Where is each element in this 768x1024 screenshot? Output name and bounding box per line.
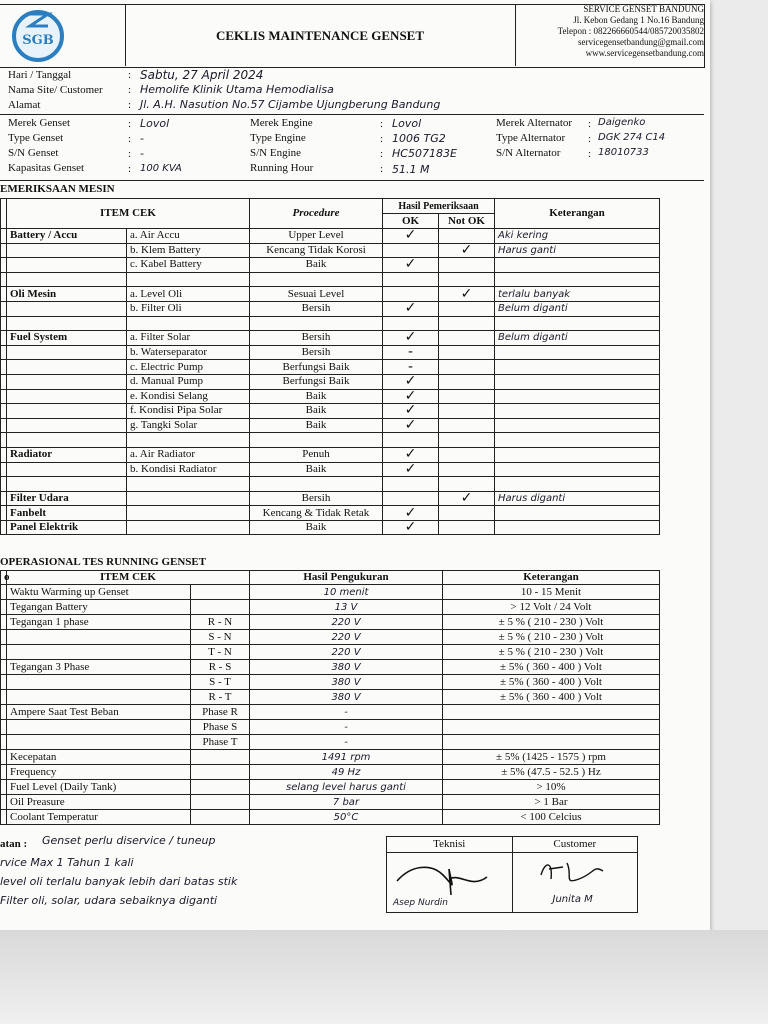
company-name: SERVICE GENSET BANDUNG [583, 4, 704, 14]
row-hasil: 50°C [250, 810, 443, 825]
row-ok [383, 287, 439, 302]
label-type-alt: Type Alternator [496, 132, 566, 144]
row-not-ok [439, 506, 495, 521]
row-keterangan: Harus diganti [495, 491, 660, 506]
row-ok: ✓ [383, 462, 439, 477]
row-item: c. Kabel Battery [127, 258, 250, 273]
table-row [1, 287, 660, 302]
note-line: Genset perlu diservice / tuneup [42, 834, 216, 847]
table-row [1, 585, 660, 600]
row-keterangan: ± 5 % ( 210 - 230 ) Volt [443, 615, 660, 630]
row-not-ok [439, 331, 495, 346]
col-hasil: Hasil Pemeriksaan [383, 199, 495, 214]
row-keterangan [495, 447, 660, 462]
row-not-ok [439, 462, 495, 477]
row-group: Panel Elektrik [7, 520, 127, 535]
table-row [1, 301, 660, 316]
table-row [1, 520, 660, 535]
col-item-cek: ITEM CEK [7, 199, 250, 229]
row-procedure: Baik [250, 258, 383, 273]
row-ok: ✓ [383, 506, 439, 521]
company-info [518, 4, 704, 59]
row-keterangan [495, 520, 660, 535]
row-keterangan: Harus ganti [495, 243, 660, 258]
row-hasil: 380 V [250, 690, 443, 705]
value-sn-alt: 18010733 [598, 147, 649, 158]
row-procedure: Kencang Tidak Korosi [250, 243, 383, 258]
row-keterangan: ± 5% ( 360 - 400 ) Volt [443, 660, 660, 675]
table-row [1, 477, 660, 492]
row-group [7, 243, 127, 258]
row-procedure: Upper Level [250, 229, 383, 244]
table-row [1, 491, 660, 506]
row-ok: ✓ [383, 301, 439, 316]
row-group [7, 433, 127, 448]
row-item: Frequency [7, 765, 191, 780]
label-type-engine: Type Engine [250, 132, 306, 144]
table-row [1, 433, 660, 448]
row-keterangan [495, 477, 660, 492]
table-row [1, 316, 660, 331]
row-keterangan: ± 5 % ( 210 - 230 ) Volt [443, 630, 660, 645]
row-item: c. Electric Pump [127, 360, 250, 375]
row-item: f. Kondisi Pipa Solar [127, 404, 250, 419]
company-address: Jl. Kebon Gedang 1 No.16 Bandung [573, 15, 704, 25]
row-item: Tegangan 1 phase [7, 615, 191, 630]
row-keterangan: Belum diganti [495, 331, 660, 346]
row-keterangan [443, 705, 660, 720]
teknisi-signature-cell [387, 853, 513, 913]
row-not-ok [439, 418, 495, 433]
row-group: Battery / Accu [7, 229, 127, 244]
label-kapasitas: Kapasitas Genset [8, 162, 85, 174]
table-row [1, 404, 660, 419]
row-not-ok [439, 316, 495, 331]
row-sub: R - S [191, 660, 250, 675]
teknisi-signature-icon [391, 855, 501, 897]
table-row [1, 374, 660, 389]
value-merek-genset: Lovol [140, 117, 170, 130]
row-procedure [250, 477, 383, 492]
value-type-engine: 1006 TG2 [392, 132, 446, 145]
row-sub [191, 765, 250, 780]
row-item [127, 520, 250, 535]
row-keterangan [443, 735, 660, 750]
pemeriksaan-table [0, 198, 660, 535]
value-type-alt: DGK 274 C14 [598, 132, 666, 143]
row-hasil: 7 bar [250, 795, 443, 810]
row-sub: Phase R [191, 705, 250, 720]
row-not-ok [439, 433, 495, 448]
row-group [7, 360, 127, 375]
row-not-ok [439, 520, 495, 535]
row-group [7, 462, 127, 477]
row-item: b. Kondisi Radiator [127, 462, 250, 477]
row-group [7, 389, 127, 404]
table-row [1, 229, 660, 244]
row-not-ok [439, 272, 495, 287]
row-sub: Phase S [191, 720, 250, 735]
row-ok: ✓ [383, 331, 439, 346]
row-procedure: Sesuai Level [250, 287, 383, 302]
row-hasil: 380 V [250, 675, 443, 690]
notes-label: atan : [0, 838, 28, 850]
row-ok [383, 272, 439, 287]
table-row [1, 780, 660, 795]
note-line: rvice Max 1 Tahun 1 kali [0, 856, 134, 869]
row-procedure [250, 433, 383, 448]
row-item: Kecepatan [7, 750, 191, 765]
table-row [1, 675, 660, 690]
value-running-hour: 51.1 M [392, 163, 430, 176]
col-keterangan: Keterangan [495, 199, 660, 229]
checklist-sheet: SGB CEKLIS MAINTENANCE GENSET SERVICE GENSET BANDUNG Jl. Kebon Gedang 1 No.16 Bandung Telepon : 082266660544/085720035802 servicegensetbandung@gmail.com www.servicegensetbandung.com Hari / Tanggal : Sabtu, 27 April 2024 Nama Site/ Customer : Hemolife Klinik Utama Hemodialisa Alamat : Jl. A.H. Nasution No.57 Cijambe Ujungberung Bandung Merek Genset Type Genset S/N Genset Kapasitas Genset : : : : Lovol - - 100 KVA Merek Engine Type Engine S/N Engine Running Hour : : : : Lovol 1006 TG2 HC507183E 51.1 M Merek Alternator Type Alternator S/N Alternator : : : Daigenko DGK 274 C14 18010733 EMERIKSAAN MESIN ITEM CEK Procedure Hasil Pemeriksaan Keterangan OK Not OK Battery / Accu a. Air Accu Upper Level ✓ Aki kering b. Klem Battery Kencang Tidak Korosi ✓ Harus ganti c. Kabel Battery Baik ✓ Oli Mesin a. Level Oli Sesuai Level ✓ terlalu banyak b. Filter Oli Bersih ✓ Belum diganti Fuel System a. Filter Solar Bersih ✓ Belum diganti b. Waterseparator Bersih - c. Electric Pump Berfungsi Baik - d. Manual Pump Berfungsi Baik ✓ e. Kondisi Selang Baik ✓ f. Kondisi Pipa Solar Baik ✓ g. Tangki Solar Baik ✓ Radiator a. Air Radiator Penuh ✓ b. Kondisi Radiator Baik ✓ Filter Udara Bersih ✓ Harus diganti Fanbelt Kencang & Tidak Retak ✓ Panel Elektrik Baik ✓ OPERASIONAL TES RUNNING GENSET o ITEM CEK Hasil Pengukuran Keterangan Waktu Warming up Genset 10 menit 10 - 15 Menit Tegangan Battery 13 V > 12 Volt / 24 Volt Tegangan 1 phase R - N 220 V ± 5 % ( 210 - 230 ) Volt S - N 220 V ± 5 % ( 210 - 230 ) Volt T - N 220 V ± 5 % ( 210 - 230 ) Volt Tegangan 3 Phase R - S 380 V ± 5% ( 360 - 400 ) Volt S - T 380 V ± 5% ( 360 - 400 ) Volt R - T 380 V ± 5% ( 360 - 400 ) Volt Ampere Saat Test Beban Phase R - Phase S - Phase T - Kecepatan 1491 rpm ± 5% (1425 - 1575 ) rpm Frequency 49 Hz ± 5% (47.5 - 52.5 ) Hz Fuel Level (Daily Tank) selang level harus ganti > 10% Oil Preasure 7 bar > 1 Bar Coolant Temperatur 50°C < 100 Celcius atan : Genset perlu diservice / tuneup rvice Max 1 Tahun 1 kali level oli terlalu banyak lebih dari batas stik Filter oli, solar, udara sebaiknya diganti Teknisi Customer Asep Nurdin Junita M [0, 0, 710, 930]
table-row [1, 765, 660, 780]
company-email: servicegensetbandung@gmail.com [578, 37, 704, 47]
row-keterangan [495, 462, 660, 477]
row-sub: T - N [191, 645, 250, 660]
row-sub: S - T [191, 675, 250, 690]
row-keterangan [495, 418, 660, 433]
row-item: a. Air Accu [127, 229, 250, 244]
row-not-ok: ✓ [439, 491, 495, 506]
operasional-table [0, 570, 660, 825]
row-keterangan: > 10% [443, 780, 660, 795]
row-item: a. Level Oli [127, 287, 250, 302]
divider [0, 114, 704, 115]
row-procedure [250, 272, 383, 287]
customer-label: Customer [512, 837, 638, 853]
row-procedure: Bersih [250, 491, 383, 506]
signature-table [386, 836, 638, 913]
row-hasil: 13 V [250, 600, 443, 615]
row-sub: R - T [191, 690, 250, 705]
row-group: Filter Udara [7, 491, 127, 506]
row-not-ok [439, 258, 495, 273]
row-procedure: Baik [250, 462, 383, 477]
row-keterangan [495, 404, 660, 419]
row-ok: ✓ [383, 229, 439, 244]
customer-name: Junita M [552, 894, 593, 905]
scan-background [0, 930, 768, 1024]
row-group [7, 374, 127, 389]
value-tanggal: Sabtu, 27 April 2024 [140, 68, 264, 82]
row-sub [191, 780, 250, 795]
table-row [1, 690, 660, 705]
row-not-ok [439, 345, 495, 360]
row-procedure: Berfungsi Baik [250, 360, 383, 375]
row-group: Fuel System [7, 331, 127, 346]
row-not-ok [439, 477, 495, 492]
row-group: Radiator [7, 447, 127, 462]
row-ok: ✓ [383, 389, 439, 404]
row-item [7, 720, 191, 735]
row-ok: - [383, 360, 439, 375]
value-site: Hemolife Klinik Utama Hemodialisa [140, 83, 334, 96]
row-item [7, 735, 191, 750]
teknisi-label: Teknisi [387, 837, 513, 853]
label-site: Nama Site/ Customer [8, 84, 103, 96]
row-hasil: 1491 rpm [250, 750, 443, 765]
row-keterangan: ± 5% ( 360 - 400 ) Volt [443, 690, 660, 705]
table-row [1, 258, 660, 273]
row-sub [191, 600, 250, 615]
teknisi-name: Asep Nurdin [393, 898, 449, 908]
row-keterangan [495, 345, 660, 360]
row-hasil: - [250, 720, 443, 735]
row-hasil: - [250, 735, 443, 750]
row-item: a. Filter Solar [127, 331, 250, 346]
row-procedure: Bersih [250, 345, 383, 360]
row-sub [191, 795, 250, 810]
row-hasil: 49 Hz [250, 765, 443, 780]
table-row [1, 360, 660, 375]
row-item [7, 645, 191, 660]
row-ok [383, 243, 439, 258]
table-row [1, 389, 660, 404]
row-ok [383, 316, 439, 331]
table-row [1, 660, 660, 675]
table-row [1, 630, 660, 645]
row-item [127, 506, 250, 521]
row-item: Oil Preasure [7, 795, 191, 810]
logo-text: SGB [22, 33, 54, 48]
label-merek-engine: Merek Engine [250, 117, 313, 129]
row-sub: Phase T [191, 735, 250, 750]
row-item: e. Kondisi Selang [127, 389, 250, 404]
row-sub [191, 585, 250, 600]
row-ok [383, 477, 439, 492]
row-not-ok [439, 447, 495, 462]
row-group [7, 418, 127, 433]
col-no: o [1, 571, 7, 585]
table-row [1, 750, 660, 765]
row-item: Fuel Level (Daily Tank) [7, 780, 191, 795]
row-group [7, 316, 127, 331]
company-website: www.servicegensetbandung.com [585, 48, 704, 58]
row-procedure: Penuh [250, 447, 383, 462]
row-item: Ampere Saat Test Beban [7, 705, 191, 720]
row-keterangan [443, 720, 660, 735]
row-keterangan: > 12 Volt / 24 Volt [443, 600, 660, 615]
row-hasil: 380 V [250, 660, 443, 675]
row-item: Coolant Temperatur [7, 810, 191, 825]
row-item [127, 491, 250, 506]
row-sub [191, 750, 250, 765]
row-ok: ✓ [383, 374, 439, 389]
row-keterangan: ± 5% (47.5 - 52.5 ) Hz [443, 765, 660, 780]
label-tanggal: Hari / Tanggal [8, 69, 72, 81]
row-item: Tegangan Battery [7, 600, 191, 615]
value-merek-engine: Lovol [392, 117, 422, 130]
section-title-operasional: OPERASIONAL TES RUNNING GENSET [0, 556, 207, 568]
row-keterangan: Belum diganti [495, 301, 660, 316]
row-item: b. Filter Oli [127, 301, 250, 316]
value-type-genset: - [140, 132, 144, 145]
row-keterangan: 10 - 15 Menit [443, 585, 660, 600]
table-row [1, 462, 660, 477]
row-procedure: Baik [250, 389, 383, 404]
label-merek-genset: Merek Genset [8, 117, 71, 129]
row-keterangan: > 1 Bar [443, 795, 660, 810]
row-procedure [250, 316, 383, 331]
row-procedure: Baik [250, 404, 383, 419]
row-keterangan: ± 5 % ( 210 - 230 ) Volt [443, 645, 660, 660]
row-ok: ✓ [383, 520, 439, 535]
row-item: b. Klem Battery [127, 243, 250, 258]
row-not-ok [439, 404, 495, 419]
row-procedure: Baik [250, 418, 383, 433]
row-group [7, 477, 127, 492]
row-ok [383, 433, 439, 448]
label-alamat: Alamat [8, 99, 41, 111]
row-ok: ✓ [383, 404, 439, 419]
row-group: Fanbelt [7, 506, 127, 521]
row-item [7, 675, 191, 690]
note-line: Filter oli, solar, udara sebaiknya diganti [0, 894, 218, 907]
value-merek-alt: Daigenko [598, 117, 646, 128]
table-row [1, 272, 660, 287]
label-running-hour: Running Hour [250, 162, 314, 174]
row-item [127, 272, 250, 287]
row-ok: ✓ [383, 258, 439, 273]
row-hasil: 220 V [250, 645, 443, 660]
row-sub [191, 810, 250, 825]
col-ok: OK [383, 214, 439, 229]
row-sub: R - N [191, 615, 250, 630]
customer-signature-cell [512, 853, 638, 913]
row-item: b. Waterseparator [127, 345, 250, 360]
row-item [127, 433, 250, 448]
row-hasil: 10 menit [250, 585, 443, 600]
title-box [125, 4, 516, 66]
row-not-ok [439, 360, 495, 375]
value-sn-genset: - [140, 147, 144, 160]
row-item: a. Air Radiator [127, 447, 250, 462]
row-keterangan [495, 360, 660, 375]
col-procedure: Procedure [250, 199, 383, 229]
table-row [1, 600, 660, 615]
row-procedure: Baik [250, 520, 383, 535]
row-sub: S - N [191, 630, 250, 645]
logo-box [0, 4, 126, 66]
col-hasil-pengukuran: Hasil Pengukuran [250, 571, 443, 585]
label-sn-alt: S/N Alternator [496, 147, 561, 159]
row-group [7, 258, 127, 273]
row-ok: ✓ [383, 418, 439, 433]
row-group [7, 301, 127, 316]
table-row [1, 331, 660, 346]
table-row [1, 447, 660, 462]
label-sn-engine: S/N Engine [250, 147, 302, 159]
row-keterangan [495, 272, 660, 287]
row-procedure: Kencang & Tidak Retak [250, 506, 383, 521]
row-not-ok: ✓ [439, 287, 495, 302]
row-procedure: Bersih [250, 331, 383, 346]
row-keterangan: ± 5% ( 360 - 400 ) Volt [443, 675, 660, 690]
row-group: Oli Mesin [7, 287, 127, 302]
value-sn-engine: HC507183E [392, 147, 457, 160]
value-kapasitas: 100 KVA [140, 163, 182, 174]
row-hasil: selang level harus ganti [250, 780, 443, 795]
table-row [1, 615, 660, 630]
table-row [1, 345, 660, 360]
row-item [7, 630, 191, 645]
table-row [1, 720, 660, 735]
row-not-ok [439, 229, 495, 244]
row-hasil: - [250, 705, 443, 720]
row-not-ok [439, 389, 495, 404]
row-not-ok: ✓ [439, 243, 495, 258]
row-group [7, 272, 127, 287]
label-merek-alt: Merek Alternator [496, 117, 573, 129]
col-not-ok: Not OK [439, 214, 495, 229]
row-ok: ✓ [383, 447, 439, 462]
value-alamat: Jl. A.H. Nasution No.57 Cijambe Ujungberung Bandung [140, 98, 441, 111]
table-row [1, 810, 660, 825]
row-group [7, 345, 127, 360]
row-keterangan: < 100 Celcius [443, 810, 660, 825]
table-row [1, 506, 660, 521]
row-item: g. Tangki Solar [127, 418, 250, 433]
label-sn-genset: S/N Genset [8, 147, 59, 159]
row-not-ok [439, 374, 495, 389]
row-item: Tegangan 3 Phase [7, 660, 191, 675]
row-item [127, 316, 250, 331]
section-title-pemeriksaan: EMERIKSAAN MESIN [0, 183, 115, 195]
table-row [1, 645, 660, 660]
table-row [1, 795, 660, 810]
table-row [1, 418, 660, 433]
row-keterangan [495, 433, 660, 448]
row-hasil: 220 V [250, 630, 443, 645]
row-item: Waktu Warming up Genset [7, 585, 191, 600]
row-ok [383, 491, 439, 506]
row-item: d. Manual Pump [127, 374, 250, 389]
table-row [1, 735, 660, 750]
row-keterangan [495, 506, 660, 521]
customer-signature-icon [533, 855, 623, 891]
row-keterangan [495, 316, 660, 331]
row-keterangan [495, 374, 660, 389]
row-procedure: Berfungsi Baik [250, 374, 383, 389]
row-keterangan: Aki kering [495, 229, 660, 244]
row-not-ok [439, 301, 495, 316]
table-row [1, 243, 660, 258]
divider [0, 180, 704, 181]
company-phone: Telepon : 082266660544/085720035802 [557, 26, 704, 36]
row-item [7, 690, 191, 705]
row-keterangan: ± 5% (1425 - 1575 ) rpm [443, 750, 660, 765]
row-ok: - [383, 345, 439, 360]
note-line: level oli terlalu banyak lebih dari batas stik [0, 875, 238, 888]
col-keterangan: Keterangan [443, 571, 660, 585]
company-logo-icon [8, 6, 68, 64]
row-keterangan: terlalu banyak [495, 287, 660, 302]
row-hasil: 220 V [250, 615, 443, 630]
table-row [1, 705, 660, 720]
row-group [7, 404, 127, 419]
col-item-cek: ITEM CEK [7, 571, 250, 585]
row-procedure: Bersih [250, 301, 383, 316]
row-keterangan [495, 258, 660, 273]
row-item [127, 477, 250, 492]
label-type-genset: Type Genset [8, 132, 64, 144]
row-keterangan [495, 389, 660, 404]
document-title: CEKLIS MAINTENANCE GENSET [215, 28, 425, 43]
